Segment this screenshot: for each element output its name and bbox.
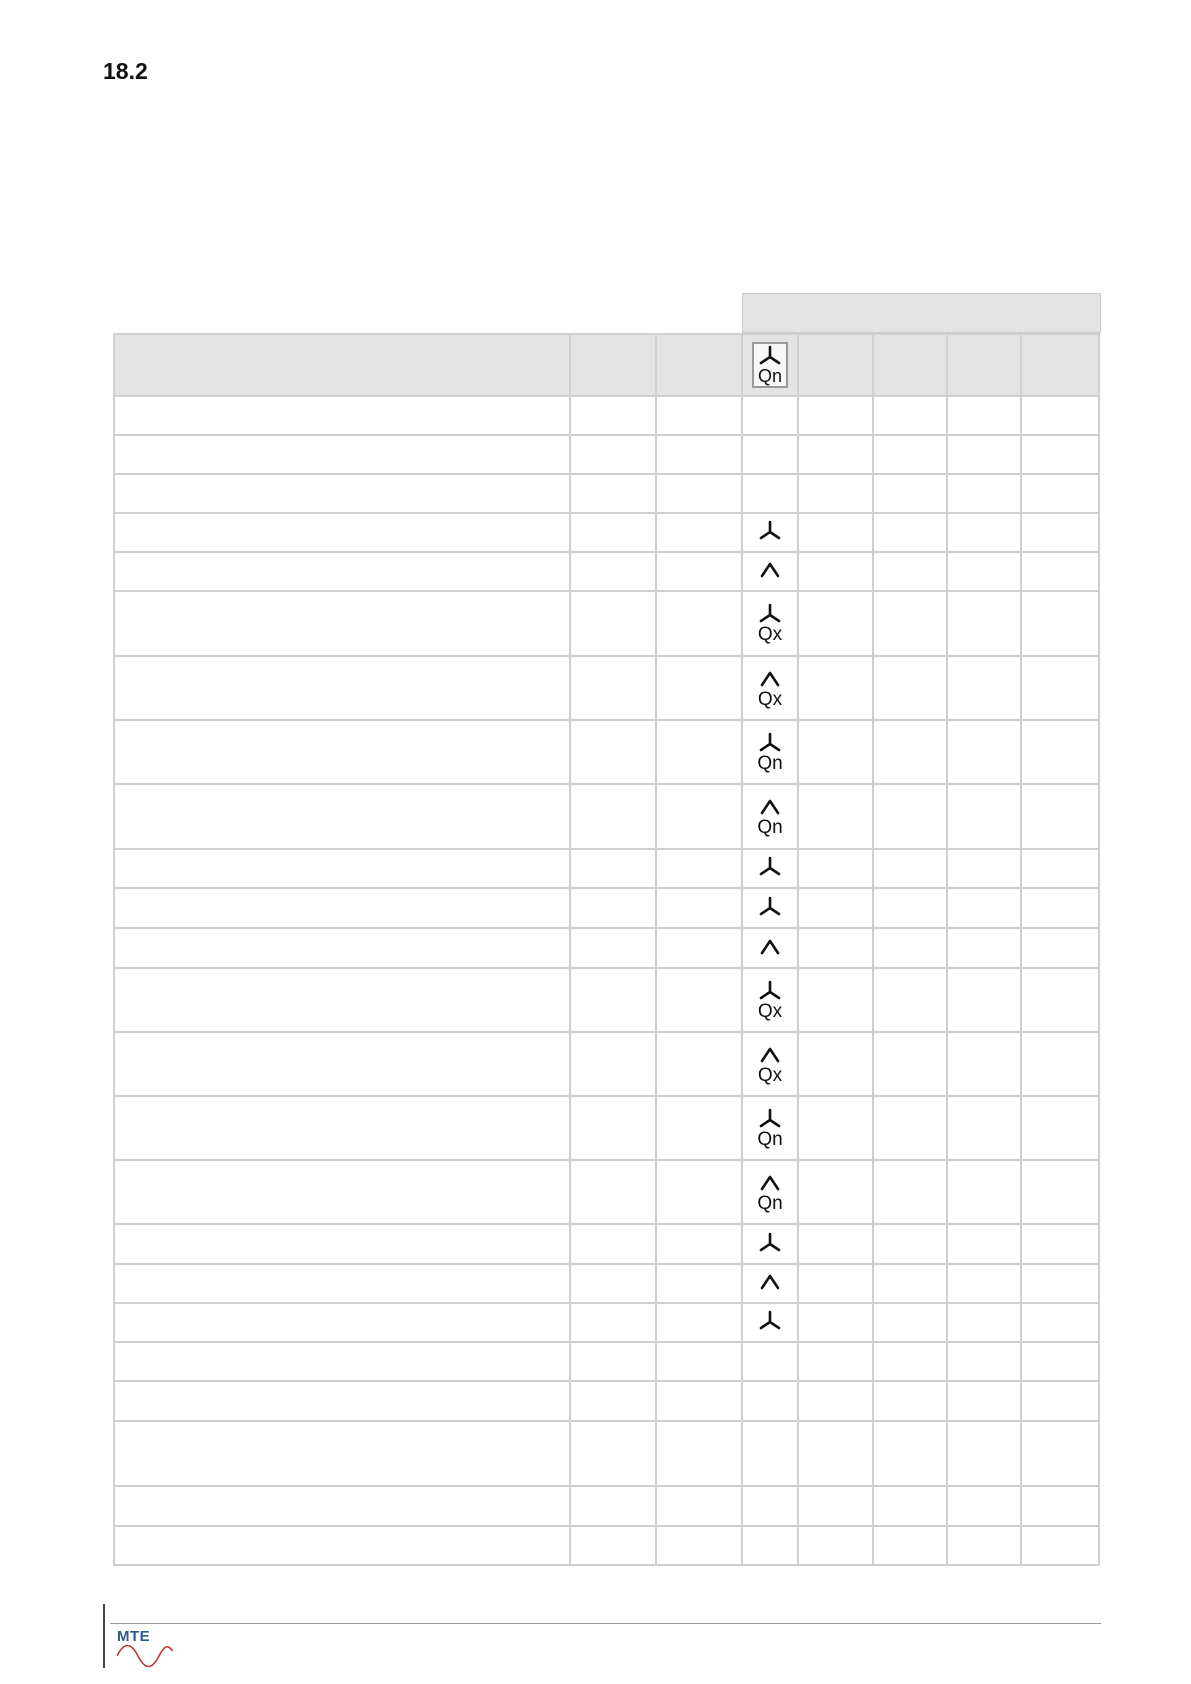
table-cell [798,1526,873,1565]
table-cell [742,1421,798,1486]
table-cell [742,1381,798,1421]
table-cell [1021,849,1099,888]
table-cell [742,1224,798,1264]
table-cell [570,552,656,591]
parameter-cell [114,888,570,928]
table-cell [873,968,947,1032]
table-cell [873,1342,947,1381]
table-cell [1021,656,1099,720]
table-row [114,435,1099,474]
parameter-cell [114,1303,570,1342]
table-cell [656,591,742,656]
table-cell [873,1526,947,1565]
mode-symbol [756,1310,784,1330]
table-cell [1021,1224,1099,1264]
table-cell [947,888,1021,928]
chevron-up-icon [756,1271,784,1291]
parameter-cell [114,784,570,849]
table-cell [656,656,742,720]
table-cell [873,1096,947,1160]
table-cell [570,1381,656,1421]
header-cell [570,334,656,396]
star-three-prong-icon [756,856,784,876]
header-cell [742,334,798,396]
table-cell [798,1381,873,1421]
table-cell [1021,1421,1099,1486]
mode-symbol [756,1172,784,1213]
table-cell [947,1381,1021,1421]
table-cell [570,1096,656,1160]
chevron-up-icon [756,559,784,579]
table-cell [656,968,742,1032]
table-cell [570,784,656,849]
table-cell [1021,968,1099,1032]
table-cell [1021,1526,1099,1565]
table-cell [873,1381,947,1421]
parameter-cell [114,552,570,591]
star-three-prong-icon [756,520,784,540]
header-cell [1021,334,1099,396]
table-row [114,849,1099,888]
mode-symbol [756,980,784,1021]
parameter-cell [114,968,570,1032]
table-row [114,888,1099,928]
table-cell [742,1032,798,1096]
table-row [114,968,1099,1032]
chevron-up-icon [756,1044,784,1064]
star-three-prong-icon [756,896,784,916]
table-cell [1021,1096,1099,1160]
table-cell [873,928,947,968]
table-cell [947,474,1021,513]
table-cell [742,513,798,552]
mode-symbol [756,603,784,644]
table-cell [1021,1264,1099,1303]
table-row [114,720,1099,784]
table-cell [656,784,742,849]
mode-symbol [752,342,788,388]
table-row [114,1421,1099,1486]
table-cell [742,552,798,591]
mode-symbol [756,796,784,837]
table-cell [570,1342,656,1381]
table-row [114,396,1099,435]
table-cell [1021,928,1099,968]
parameter-cell [114,720,570,784]
parameter-cell [114,1526,570,1565]
table-cell [873,888,947,928]
table-cell [798,656,873,720]
table-cell [570,1303,656,1342]
parameter-cell [114,474,570,513]
table-cell [798,1421,873,1486]
table-cell [947,784,1021,849]
table-row [114,1160,1099,1224]
mode-symbol-label: Qx [757,688,783,710]
table-cell [570,474,656,513]
table-cell [798,1486,873,1526]
parameter-cell [114,396,570,435]
table-cell [742,968,798,1032]
table-cell [947,1160,1021,1224]
table-cell [742,784,798,849]
table-cell [947,552,1021,591]
table-cell [1021,435,1099,474]
parameter-cell [114,1032,570,1096]
header-cell [947,334,1021,396]
table-cell [798,968,873,1032]
table-cell [570,1224,656,1264]
chevron-up-icon [756,668,784,688]
star-three-prong-icon [756,1232,784,1252]
footer-margin-line [103,1604,105,1668]
footer-rule [110,1623,1101,1624]
table-cell [1021,1342,1099,1381]
section-number: 18.2 [103,58,148,84]
table-row [114,1342,1099,1381]
table-cell [656,888,742,928]
table-cell [742,849,798,888]
table-cell [873,1224,947,1264]
header-cell [656,334,742,396]
mode-symbol-label: Qx [757,1064,783,1086]
table-cell [873,474,947,513]
table-cell [873,1303,947,1342]
table-cell [947,513,1021,552]
table-row [114,656,1099,720]
mode-symbol [756,1271,784,1291]
table-cell [798,1032,873,1096]
parameter-cell [114,1381,570,1421]
parameter-cell [114,1486,570,1526]
table-cell [1021,720,1099,784]
table-cell [570,1486,656,1526]
table-cell [1021,1160,1099,1224]
table-cell [798,1303,873,1342]
table-cell [656,396,742,435]
table-cell [1021,888,1099,928]
mode-symbol [756,1044,784,1085]
table-row [114,474,1099,513]
header-group-band [742,293,1101,333]
star-three-prong-icon [756,603,784,623]
header-cell [873,334,947,396]
table-cell [798,1264,873,1303]
table-row [114,1486,1099,1526]
table-cell [947,1486,1021,1526]
table-cell [947,849,1021,888]
table-cell [798,784,873,849]
mode-symbol [756,668,784,709]
star-three-prong-icon [756,732,784,752]
table-cell [873,552,947,591]
parameter-cell [114,591,570,656]
table-cell [656,474,742,513]
table-cell [656,552,742,591]
table-cell [947,1224,1021,1264]
table-cell [742,1264,798,1303]
table-cell [798,928,873,968]
table-row [114,1224,1099,1264]
table-cell [873,720,947,784]
table-cell [873,784,947,849]
mode-symbol [756,1232,784,1252]
table-cell [873,513,947,552]
table-cell [742,1486,798,1526]
table-cell [742,720,798,784]
parameter-table [113,333,1100,1566]
table-cell [570,928,656,968]
table-cell [570,513,656,552]
mode-symbol [756,896,784,916]
table-cell [1021,1303,1099,1342]
table-cell [798,552,873,591]
table-row [114,928,1099,968]
table-cell [656,435,742,474]
mode-symbol-label: Qx [757,624,783,645]
parameter-cell [114,1160,570,1224]
table-row [114,1303,1099,1342]
mte-logo [117,1628,173,1668]
table-cell [798,1224,873,1264]
table-cell [873,849,947,888]
parameter-cell [114,1096,570,1160]
mode-symbol [756,856,784,876]
table-header-row [114,334,1099,396]
table-cell [947,656,1021,720]
table-cell [656,1096,742,1160]
logo-wave-icon [117,1645,173,1667]
mode-symbol-label: Qn [757,752,783,774]
table-row [114,1264,1099,1303]
mode-symbol-label: Qn [757,1192,783,1214]
mode-symbol-label: Qn [757,817,783,838]
parameter-cell [114,1264,570,1303]
table-cell [742,591,798,656]
table-row [114,591,1099,656]
table-cell [798,513,873,552]
parameter-cell [114,1224,570,1264]
table-cell [873,1486,947,1526]
table-cell [570,1032,656,1096]
table-cell [873,1160,947,1224]
table-cell [947,1264,1021,1303]
table-cell [570,849,656,888]
parameter-cell [114,1342,570,1381]
table-cell [570,888,656,928]
parameter-cell [114,435,570,474]
table-row [114,513,1099,552]
table-cell [656,1303,742,1342]
table-cell [873,396,947,435]
table-cell [742,474,798,513]
table-cell [947,435,1021,474]
chevron-up-icon [756,1172,784,1192]
chevron-up-icon [756,936,784,956]
table-cell [656,513,742,552]
table-cell [798,1160,873,1224]
table-row [114,1381,1099,1421]
table-cell [1021,1381,1099,1421]
table-cell [873,1421,947,1486]
mode-symbol [756,559,784,579]
table-cell [947,1303,1021,1342]
table-cell [798,591,873,656]
table-cell [947,1526,1021,1565]
table-cell [873,656,947,720]
table-cell [1021,396,1099,435]
table-cell [742,1160,798,1224]
parameter-cell [114,928,570,968]
mode-symbol-label: Qn [757,366,782,386]
table-cell [570,720,656,784]
table-cell [656,1421,742,1486]
table-cell [570,435,656,474]
chevron-up-icon [756,796,784,816]
star-three-prong-icon [756,345,784,365]
table-cell [570,1264,656,1303]
parameter-cell [114,513,570,552]
mode-symbol [756,1108,784,1149]
table-cell [656,1264,742,1303]
table-cell [947,928,1021,968]
table-cell [570,968,656,1032]
table-cell [1021,1486,1099,1526]
table-cell [1021,784,1099,849]
table-cell [798,1096,873,1160]
table-cell [656,928,742,968]
table-cell [1021,474,1099,513]
logo-text: MTE [117,1628,151,1645]
table-cell [873,1264,947,1303]
table-cell [798,435,873,474]
mode-symbol-label: Qn [757,1128,783,1150]
table-cell [570,1160,656,1224]
table-cell [798,888,873,928]
table-cell [656,1381,742,1421]
table-cell [873,435,947,474]
table-cell [798,474,873,513]
star-three-prong-icon [756,1310,784,1330]
star-three-prong-icon [756,1108,784,1128]
mode-symbol [756,732,784,773]
table-cell [947,720,1021,784]
table-cell [656,1486,742,1526]
table-cell [656,1526,742,1565]
table-cell [1021,513,1099,552]
table-cell [742,396,798,435]
table-row [114,1526,1099,1565]
parameter-cell [114,656,570,720]
table-cell [742,1342,798,1381]
table-row [114,1032,1099,1096]
table-cell [873,1032,947,1096]
table-cell [947,1342,1021,1381]
table-cell [570,656,656,720]
table-cell [570,1526,656,1565]
table-cell [947,591,1021,656]
table-row [114,1096,1099,1160]
mode-symbol-label: Qx [757,1000,783,1022]
table-cell [1021,1032,1099,1096]
table-cell [742,1303,798,1342]
table-cell [656,1224,742,1264]
table-cell [1021,591,1099,656]
table-cell [742,1096,798,1160]
parameter-cell [114,849,570,888]
table-cell [873,591,947,656]
header-cell [798,334,873,396]
table-cell [798,849,873,888]
table-cell [570,591,656,656]
table-cell [570,1421,656,1486]
table-cell [656,720,742,784]
table-cell [947,1421,1021,1486]
mode-symbol [756,520,784,540]
table-cell [570,396,656,435]
table-cell [656,1342,742,1381]
table-cell [742,928,798,968]
table-cell [742,435,798,474]
table-cell [798,1342,873,1381]
mode-symbol [756,936,784,956]
header-cell [114,334,570,396]
table-cell [947,1096,1021,1160]
table-cell [798,396,873,435]
table-cell [656,1160,742,1224]
table-cell [742,888,798,928]
table-cell [742,656,798,720]
table-cell [1021,552,1099,591]
table-cell [798,720,873,784]
table-cell [947,968,1021,1032]
table-cell [656,1032,742,1096]
table-cell [656,849,742,888]
table-cell [742,1526,798,1565]
table-cell [947,396,1021,435]
star-three-prong-icon [756,980,784,1000]
table-cell [947,1032,1021,1096]
table-row [114,552,1099,591]
table-row [114,784,1099,849]
parameter-cell [114,1421,570,1486]
